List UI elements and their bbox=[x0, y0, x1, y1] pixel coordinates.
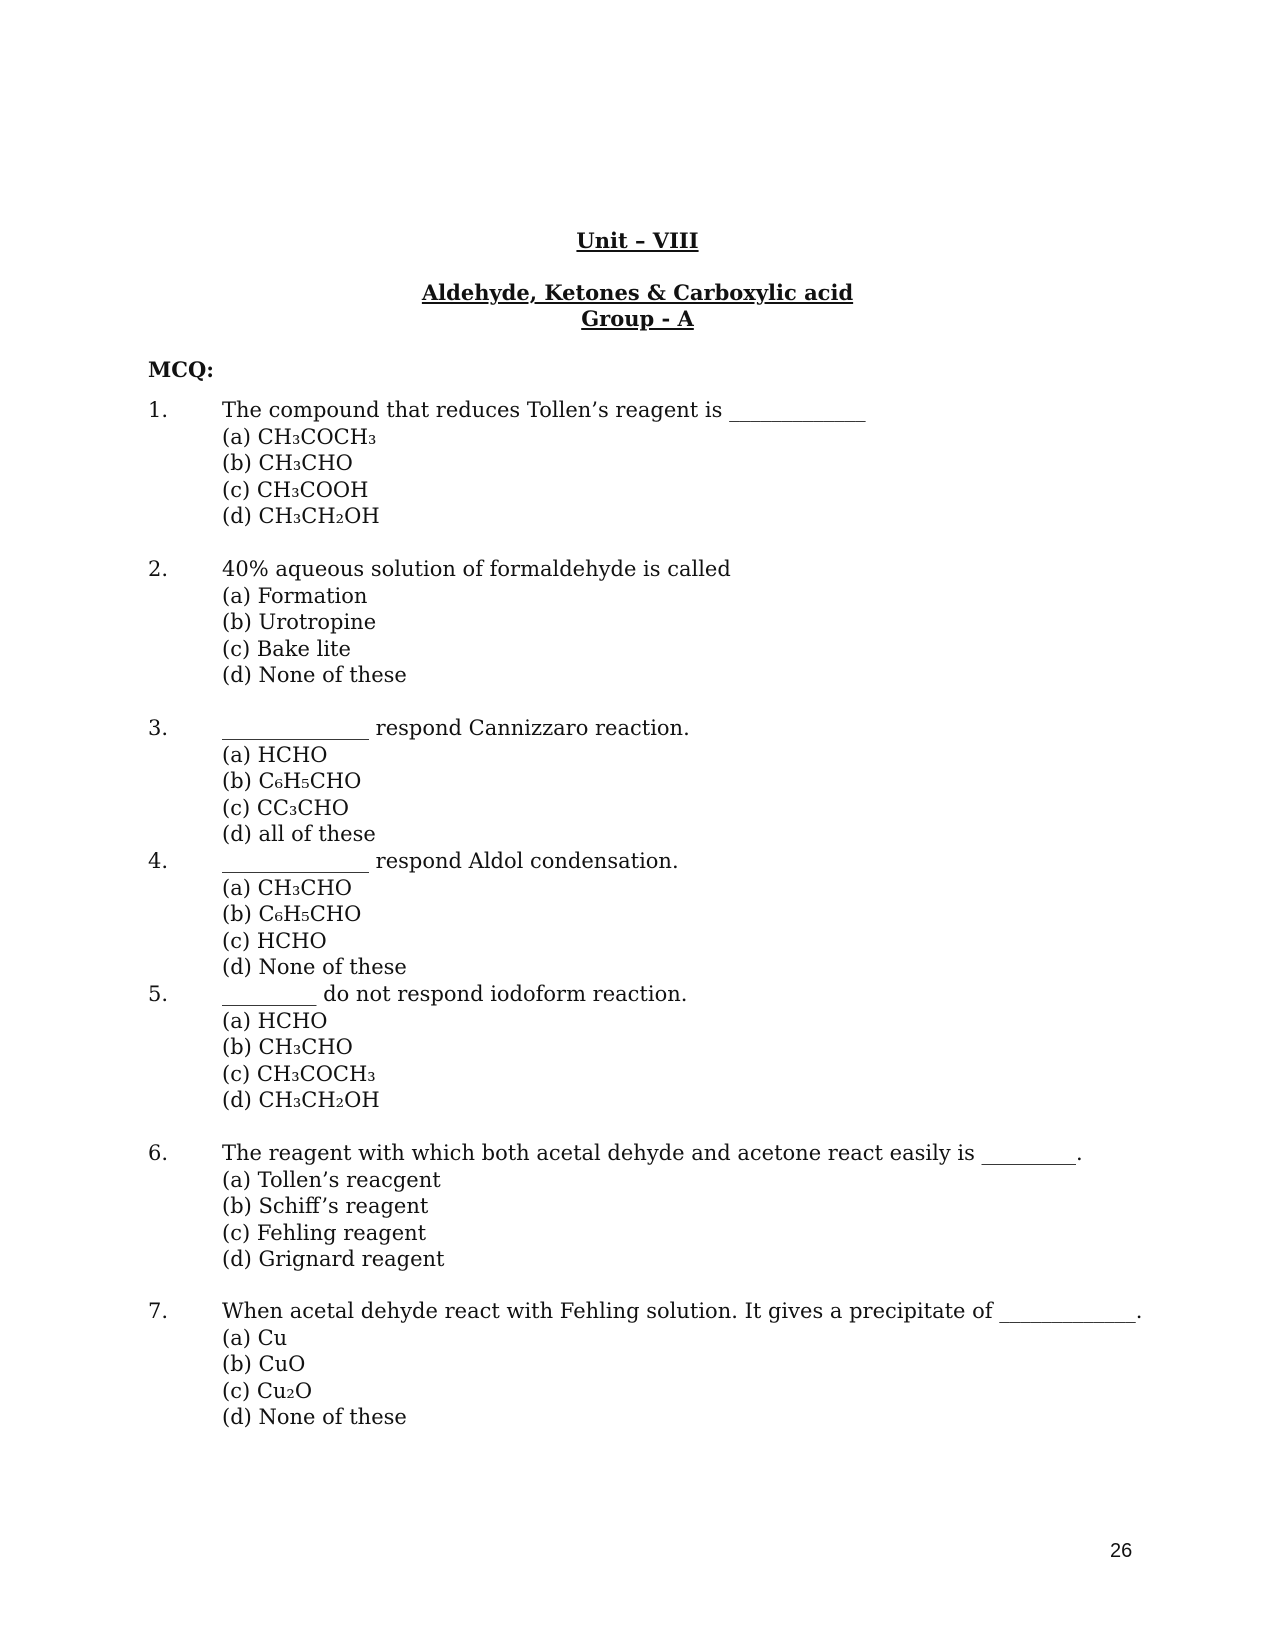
option-a: (a) Formation bbox=[222, 583, 368, 608]
option-b: (b) CH₃CHO bbox=[222, 1035, 353, 1059]
section-label-mcq: MCQ: bbox=[148, 357, 215, 382]
option-d: (d) None of these bbox=[222, 663, 407, 687]
option-b: (b) CuO bbox=[222, 1352, 306, 1376]
question-text: ______________ respond Cannizzaro reaction. bbox=[222, 716, 690, 740]
question-item bbox=[148, 1140, 1148, 1273]
question-text: The reagent with which both acetal dehyde and acetone react easily is _________. bbox=[222, 1141, 1083, 1165]
option-b: (b) CH₃CHO bbox=[222, 451, 353, 475]
option-d: (d) all of these bbox=[222, 822, 376, 846]
option-c: (c) CH₃COOH bbox=[222, 477, 369, 502]
option-c: (c) Bake lite bbox=[222, 636, 351, 661]
question-number: 4. bbox=[148, 849, 169, 873]
option-b: (b) Urotropine bbox=[222, 610, 377, 634]
option-d: (d) CH₃CH₂OH bbox=[222, 504, 380, 528]
page-number: 26 bbox=[1110, 1540, 1133, 1562]
question-item bbox=[148, 556, 1148, 689]
question-number: 1. bbox=[148, 398, 169, 422]
question-number: 7. bbox=[148, 1299, 169, 1323]
question-text: ______________ respond Aldol condensation. bbox=[222, 849, 679, 873]
question-text: When acetal dehyde react with Fehling solution. It gives a precipitate of _____________. bbox=[222, 1299, 1143, 1323]
question-number: 6. bbox=[148, 1141, 169, 1165]
option-d: (d) Grignard reagent bbox=[222, 1247, 445, 1271]
option-c: (c) CC₃CHO bbox=[222, 795, 349, 820]
unit-title: Unit – VIII bbox=[576, 228, 699, 253]
question-item bbox=[148, 848, 1148, 981]
option-c: (c) HCHO bbox=[222, 928, 327, 953]
option-a: (a) CH₃COCH₃ bbox=[222, 424, 377, 449]
option-a: (a) Tollen’s reacgent bbox=[222, 1167, 441, 1192]
option-b: (b) C₆H₅CHO bbox=[222, 902, 362, 926]
option-a: (a) HCHO bbox=[222, 1008, 328, 1033]
question-item bbox=[148, 397, 1148, 530]
option-d: (d) None of these bbox=[222, 1405, 407, 1429]
question-item bbox=[148, 1298, 1148, 1431]
question-item bbox=[148, 981, 1148, 1114]
option-a: (a) HCHO bbox=[222, 742, 328, 767]
option-c: (c) Fehling reagent bbox=[222, 1220, 427, 1245]
chapter-title: Aldehyde, Ketones & Carboxylic acid bbox=[421, 280, 854, 305]
option-b: (b) Schiff’s reagent bbox=[222, 1194, 429, 1218]
option-a: (a) Cu bbox=[222, 1325, 288, 1350]
question-text: The compound that reduces Tollen’s reagent is _____________ bbox=[222, 398, 866, 422]
group-title: Group - A bbox=[581, 306, 694, 331]
option-c: (c) CH₃COCH₃ bbox=[222, 1061, 376, 1086]
option-b: (b) C₆H₅CHO bbox=[222, 769, 362, 793]
option-d: (d) None of these bbox=[222, 955, 407, 979]
option-a: (a) CH₃CHO bbox=[222, 875, 352, 900]
option-d: (d) CH₃CH₂OH bbox=[222, 1088, 380, 1112]
question-item bbox=[148, 715, 1148, 848]
question-number: 2. bbox=[148, 557, 169, 581]
option-c: (c) Cu₂O bbox=[222, 1378, 313, 1403]
question-text: 40% aqueous solution of formaldehyde is called bbox=[222, 557, 731, 581]
question-number: 3. bbox=[148, 716, 169, 740]
question-number: 5. bbox=[148, 982, 169, 1006]
question-text: _________ do not respond iodoform reaction. bbox=[222, 982, 688, 1006]
